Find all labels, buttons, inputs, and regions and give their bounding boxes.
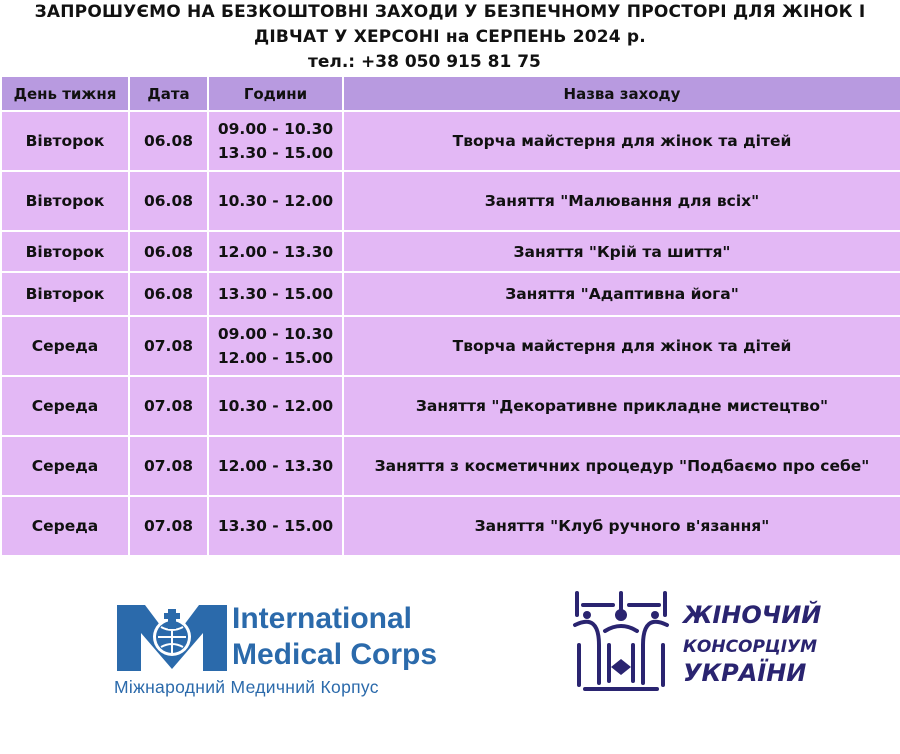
cell-day: Середа <box>1 436 129 496</box>
hours-slot: 09.00 - 10.30 <box>217 325 334 343</box>
header-hours: Години <box>208 76 343 111</box>
events-schedule-table <box>0 75 900 557</box>
cell-event: Творча майстерня для жінок та дітей <box>343 316 900 376</box>
hours-slot: 12.00 - 13.30 <box>217 242 334 261</box>
cell-day: Середа <box>1 376 129 436</box>
table-row <box>1 231 900 272</box>
cell-date: 07.08 <box>129 316 208 376</box>
international-medical-corps-logo <box>110 598 450 703</box>
wcu-name-line-1: ЖІНОЧИЙ <box>683 601 822 629</box>
cell-hours <box>208 496 343 556</box>
cell-event: Заняття "Клуб ручного в'язання" <box>343 496 900 556</box>
wcu-name-line-3: УКРАЇНИ <box>683 659 807 687</box>
hours-slot: 10.30 - 12.00 <box>217 397 334 415</box>
cell-hours <box>208 316 343 376</box>
cell-date: 06.08 <box>129 231 208 272</box>
cell-day: Вівторок <box>1 171 129 231</box>
cell-date: 07.08 <box>129 436 208 496</box>
hours-slot: 13.30 - 15.00 <box>217 285 334 303</box>
cell-date: 06.08 <box>129 272 208 316</box>
header-event-name: Назва заходу <box>343 76 900 111</box>
hours-slot: 12.00 - 13.30 <box>217 457 334 475</box>
cell-date: 07.08 <box>129 496 208 556</box>
imc-name-line-1: International <box>232 602 413 635</box>
cell-hours <box>208 111 343 171</box>
cell-day: Вівторок <box>1 272 129 316</box>
cell-date: 06.08 <box>129 111 208 171</box>
table-row <box>1 111 900 171</box>
cell-day: Вівторок <box>1 111 129 171</box>
table-row <box>1 171 900 231</box>
cell-event: Заняття "Малювання для всіх" <box>343 171 900 231</box>
cell-date: 06.08 <box>129 171 208 231</box>
heading-line-1: ЗАПРОШУЄМО НА БЕЗКОШТОВНІ ЗАХОДИ У БЕЗПЕЧНОМУ ПРОСТОРІ ДЛЯ ЖІНОК І <box>34 2 866 22</box>
cell-event: Творча майстерня для жінок та дітей <box>343 111 900 171</box>
wcu-name-line-2: КОНСОРЦІУМ <box>683 637 818 657</box>
header-day: День тижня <box>1 76 129 111</box>
cell-day: Середа <box>1 316 129 376</box>
table-row <box>1 436 900 496</box>
table-row <box>1 272 900 316</box>
womens-consortium-ukraine-logo <box>565 585 835 700</box>
header-date: Дата <box>129 76 208 111</box>
wcu-emblem-icon <box>565 585 677 697</box>
cell-event: Заняття "Декоративне прикладне мистецтво" <box>343 376 900 436</box>
cell-date: 07.08 <box>129 376 208 436</box>
imc-name-line-2: Medical Corps <box>232 638 438 671</box>
cell-hours <box>208 171 343 231</box>
cell-event: Заняття з косметичних процедур "Подбаємо про себе" <box>343 436 900 496</box>
imc-emblem-icon <box>115 603 230 673</box>
heading-line-2: ДІВЧАТ У ХЕРСОНІ на СЕРПЕНЬ 2024 р. <box>254 27 646 47</box>
hours-slot: 10.30 - 12.00 <box>217 192 334 210</box>
imc-name-ukrainian: Міжнародний Медичний Корпус <box>114 677 379 697</box>
cell-hours <box>208 272 343 316</box>
hours-slot: 09.00 - 10.30 <box>217 120 334 138</box>
cell-hours <box>208 436 343 496</box>
cell-hours <box>208 231 343 272</box>
table-row <box>1 496 900 556</box>
hours-slot: 12.00 - 15.00 <box>217 349 334 367</box>
cell-day: Вівторок <box>1 231 129 272</box>
table-header-row <box>1 76 900 111</box>
table-row <box>1 316 900 376</box>
cell-hours <box>208 376 343 436</box>
hours-slot: 13.30 - 15.00 <box>217 144 334 162</box>
cell-event: Заняття "Крій та шиття" <box>343 231 900 272</box>
cell-event: Заняття "Адаптивна йога" <box>343 272 900 316</box>
phone-number: тел.: +38 050 915 81 75 <box>308 52 541 72</box>
hours-slot: 13.30 - 15.00 <box>217 517 334 535</box>
table-row <box>1 376 900 436</box>
cell-day: Середа <box>1 496 129 556</box>
